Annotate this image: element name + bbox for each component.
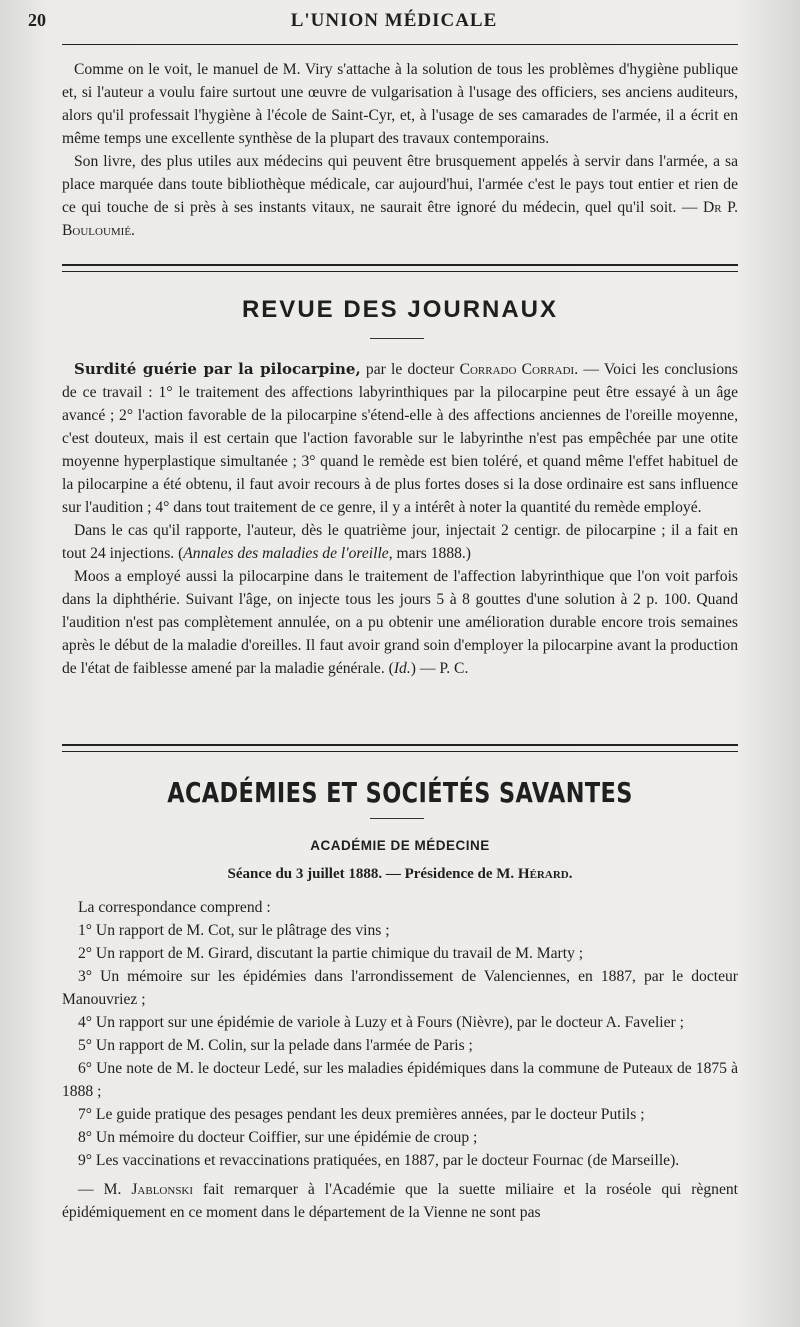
review-signature: Dr P. Bouloumié. — [62, 199, 739, 239]
section-divider — [62, 264, 738, 272]
session-line — [0, 866, 800, 883]
list-item: 2° Un rapport de M. Girard, discutant la partie chimique du travail de M. Marty ; — [78, 945, 584, 962]
list-item: 6° Une note de M. le docteur Ledé, sur les maladies épidémiques dans la commune de Puteaux de 1875 à 1888 ; — [62, 1060, 738, 1100]
correspondence-block — [62, 896, 738, 1224]
revue-p3-a: Moos a employé aussi la pilocarpine dans le traitement de l'affection labyrinthique que l'on voit parfois dans la diphthérie. Suivant l'âge, on injecte tous les jours 5 à 8 gouttes d'une solution à 2 p. 100. Quand l'audition n'est pas complètement annulée, on a pu obtenir une amélioration durable encore trois semaines après le début de la maladie d'oreilles. Il faut avoir grand soin d'employer la pilocarpine avant la production de l'état de faiblesse amené par la maladie générale. ( — [62, 568, 738, 677]
academy-subtitle: ACADÉMIE DE MÉDECINE — [310, 838, 490, 853]
academies-section-title: ACADÉMIES ET SOCIÉTÉS SAVANTES — [167, 776, 633, 809]
revue-p3-b: ) — P. C. — [410, 660, 469, 677]
revue-p1-a: par le docteur — [360, 361, 460, 378]
book-review-text — [62, 58, 738, 242]
revue-p2-b: , mars 1888.) — [388, 545, 472, 562]
list-item: 9° Les vaccinations et revaccinations pratiquées, en 1887, par le docteur Fournac (de Marseille). — [78, 1152, 680, 1169]
list-item: 7° Le guide pratique des pesages pendant les deux premières années, par le docteur Putils ; — [78, 1106, 645, 1123]
section-divider — [62, 744, 738, 752]
revue-paragraph-3 — [62, 565, 738, 680]
title-underline — [370, 818, 424, 819]
list-item: 3° Un mémoire sur les épidémies dans l'arrondissement de Valenciennes, en 1887, par le docteur Manouvriez ; — [62, 968, 738, 1008]
revue-paragraph-1 — [62, 358, 738, 519]
revue-section-title: REVUE DES JOURNAUX — [241, 296, 559, 323]
running-head — [28, 6, 760, 36]
president-name: Hérard — [517, 866, 569, 882]
seance-b: . — [568, 866, 573, 882]
header-rule — [62, 44, 738, 45]
revue-p1-b: . — Voici les conclusions de ce travail : 1° le traitement des affections labyrinthiques par la pilocarpine peut être essayé à un âge avancé ; 2° l'action favorable de la pilocarpine s'étend-elle à des affections anciennes de l'oreille moyenne, c'est douteux, mais il est certain que l'action favorable sur le labyrinthe n'est pas empêchée par une otite moyenne hyperplastique simultanée ; 3° quand le remède est bien toléré, et quand même l'effet habituel de la pilocarpine a été obtenu, il faut avoir recours à de plus fortes doses si la dose ordinaire est sans influence sur l'audition ; 4° dans tout traitement de ce genre, il y a intérêt à noter la quantité du remède employé. — [62, 361, 738, 516]
review-paragraph-1: Comme on le voit, le manuel de M. Viry s'attache à la solution de tous les problèmes d'hygiène publique et, si l'auteur a voulu faire surtout une œuvre de vulgarisation à l'usage des officiers, ses anciens auditeurs, alors qu'il professait l'hygiène à l'école de Saint-Cyr, et, à l'usage de ses camarades de l'armée, il a écrit en même temps une excellente synthèse de la plupart des travaux contemporains. — [62, 61, 738, 147]
list-item: 1° Un rapport de M. Cot, sur le plâtrage des vins ; — [78, 922, 390, 939]
article-headline: Surdité guérie par la pilocarpine, — [74, 360, 361, 378]
final-a: — M. — [78, 1181, 132, 1198]
list-item: 8° Un mémoire du docteur Coiffier, sur une épidémie de croup ; — [78, 1129, 478, 1146]
revue-article — [62, 358, 738, 680]
title-underline — [370, 338, 424, 339]
revue-p2-source: Annales des maladies de l'oreille — [183, 545, 389, 562]
correspondence-intro: La correspondance comprend : — [78, 899, 271, 916]
seance-a: Séance du 3 juillet 1888. — Présidence de M. — [227, 866, 518, 882]
final-b: fait remarquer à l'Académie que la suette miliaire et la roséole qui règnent épidémiquement en ce moment dans le département de la Vienne ne sont pas — [62, 1181, 738, 1221]
review-paragraph-2 — [62, 150, 738, 242]
article-author: Corrado Corradi — [459, 361, 575, 378]
speaker-name: Jablonski — [131, 1181, 194, 1198]
list-item: 4° Un rapport sur une épidémie de variole à Luzy et à Fours (Nièvre), par le docteur A. Favelier ; — [78, 1014, 684, 1031]
review-paragraph-2-text: Son livre, des plus utiles aux médecins qui peuvent être brusquement appelés à servir dans l'armée, a sa place marquée dans toute bibliothèque médicale, car aujourd'hui, l'armée c'est le pays tout entier et rien de ce qui touche de si près à ses instants vitaux, ne saurait être ignoré du médecin, quel qu'il soit. — — [62, 153, 738, 216]
page-number: 20 — [28, 10, 46, 30]
revue-paragraph-2 — [62, 519, 738, 565]
list-item: 5° Un rapport de M. Colin, sur la pelade dans l'armée de Paris ; — [78, 1037, 473, 1054]
revue-p3-id: Id. — [393, 660, 411, 677]
final-paragraph — [62, 1178, 738, 1224]
journal-name: L'UNION MÉDICALE — [290, 10, 498, 31]
revue-p2-a: Dans le cas qu'il rapporte, l'auteur, dès le quatrième jour, injectait 2 centigr. de pilocarpine ; il a fait en tout 24 injections. ( — [62, 522, 738, 562]
